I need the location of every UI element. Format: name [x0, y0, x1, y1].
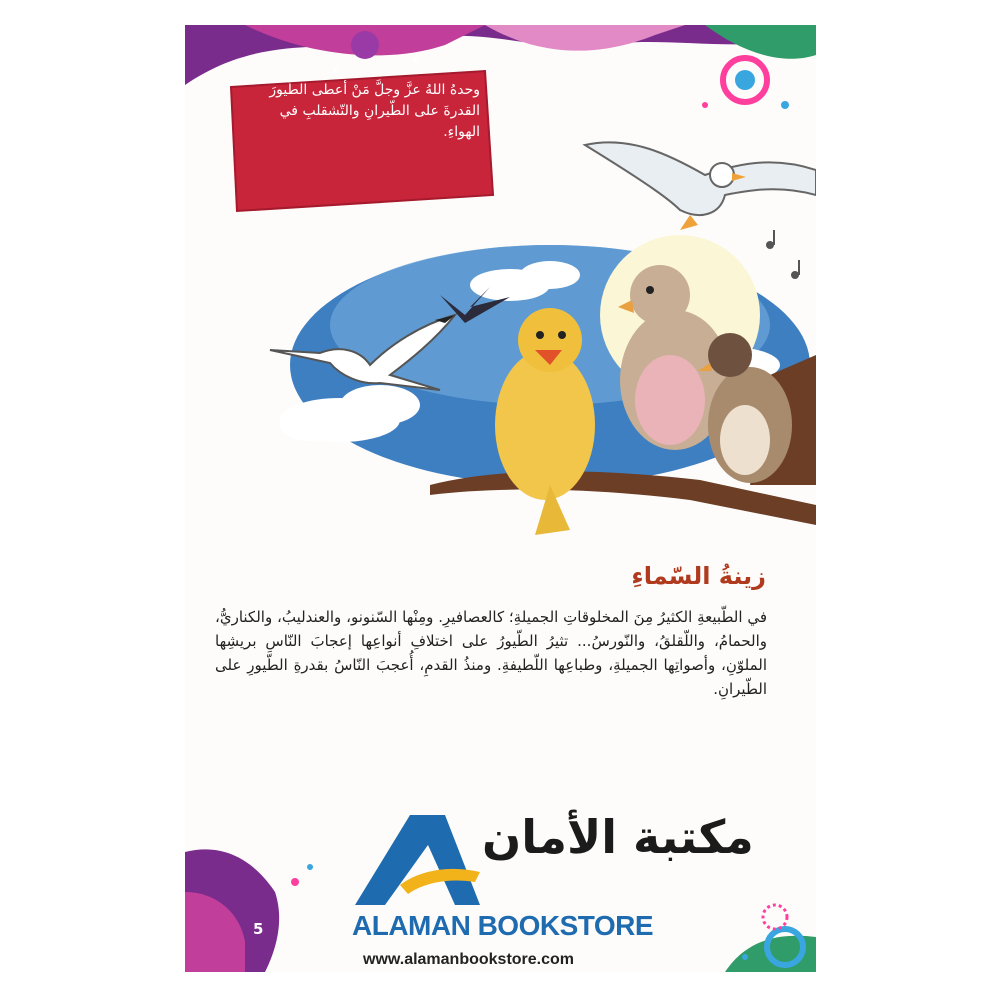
story-title: زينةُ السّماءِ: [631, 562, 766, 590]
seagull-figure: [585, 142, 816, 230]
bookstore-url[interactable]: www.alamanbookstore.com: [363, 951, 575, 968]
bookstore-english-name: ALAMAN BOOKSTORE: [352, 910, 654, 941]
story-body: في الطّبيعةِ الكثيرُ مِنَ المخلوقاتِ الجميلةِ؛ كالعصافيرِ. ومِنْها السّنونو، والعندليبُ، والكناريُّ، والحمامُ، واللّقلقُ، والنّورسُ... تثيرُ الطّيورُ على اختلافِ أنواعِها إعجابَ النّاسِ بريشِها الملوّنِ، وأصواتِها الجميلةِ، وطباعِها اللّطيفةِ. ومنذُ القدمِ، أُعجبَ النّاسُ بقدرةِ الطّيورِ على الطّيرانِ.: [215, 608, 767, 698]
callout-text: وحدهُ اللهُ عزَّ وجلَّ مَنْ أعطى الطّيورَ القدرةَ على الطّيرانِ والتّشقلبِ في الهواءِ.: [269, 82, 480, 140]
page-number: 5: [253, 920, 264, 938]
birds-illustration: [250, 125, 816, 545]
bookstore-arabic-name: مكتبة الأمان: [482, 810, 754, 864]
